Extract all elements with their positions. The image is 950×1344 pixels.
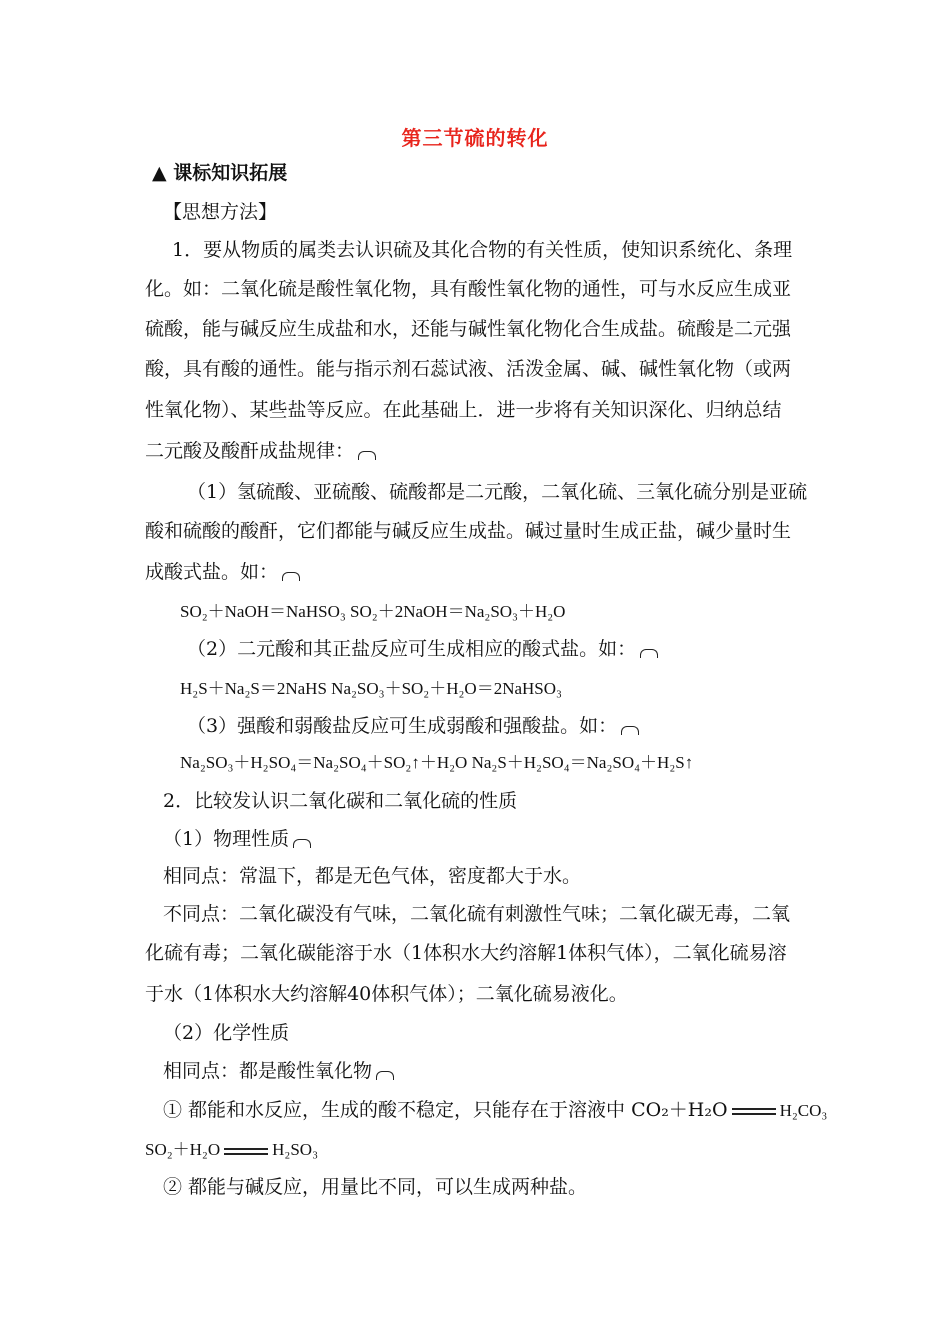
paragraph-line: 1．要从物质的属类去认识硫及其化合物的有关性质，使知识系统化、条理 <box>172 239 793 261</box>
paragraph-line: 性氧化物）、某些盐等反应。在此基础上．进一步将有关知识深化、归纳总结 <box>145 399 782 421</box>
paragraph-line: 不同点：二氧化碳没有气味，二氧化硫有刺激性气味；二氧化碳无毒，二氧 <box>163 903 791 925</box>
paragraph-line: 硫酸，能与碱反应生成盐和水，还能与碱性氧化物化合生成盐。硫酸是二元强 <box>145 318 792 340</box>
paragraph-line <box>163 826 808 852</box>
paragraph-line <box>163 1097 828 1124</box>
paragraph-line <box>145 559 810 585</box>
paragraph-line <box>145 438 810 464</box>
line-text: ① 都能和水反应，生成的酸不稳定，只能存在于溶液中 CO₂＋H₂O <box>163 1099 728 1121</box>
paragraph-line: 相同点：常温下，都是无色气体，密度都大于水。 <box>163 865 582 887</box>
line-text: 相同点：都是酸性氧化物 <box>163 1060 373 1082</box>
line-text: （1）物理性质 <box>163 828 290 850</box>
paragraph-mark-icon <box>376 1071 394 1080</box>
line-text: （3）强酸和弱酸盐反应可生成弱酸和强酸盐。如： <box>187 715 618 737</box>
paragraph-line: 【思想方法】 <box>163 201 278 223</box>
page-title: 第三节硫的转化 <box>401 126 549 150</box>
line-text: SO₂＋H₂O <box>145 1140 221 1159</box>
line-text: 成酸式盐。如： <box>145 561 279 583</box>
paragraph-mark-icon <box>640 649 658 658</box>
reversible-arrow-icon <box>222 1144 270 1158</box>
paragraph-line: 于水（1体积水大约溶解40体积气体）；二氧化硫易液化。 <box>145 983 628 1005</box>
paragraph-mark-icon <box>282 572 300 581</box>
paragraph-line <box>187 636 812 662</box>
paragraph-line: ② 都能与碱反应，用量比不同，可以生成两种盐。 <box>163 1176 588 1198</box>
equation-line: Na₂SO₃＋H₂SO₄＝Na₂SO₄＋SO₂↑＋H₂O Na₂S＋H₂SO₄＝Na₂SO₄＋H₂S↑ <box>180 753 694 772</box>
line-text: （2）二元酸和其正盐反应可生成相应的酸式盐。如： <box>187 638 637 660</box>
line-text: 二元酸及酸酐成盐规律： <box>145 440 355 462</box>
paragraph-line: 酸，具有酸的通性。能与指示剂石蕊试液、活泼金属、碱、碱性氧化物（或两 <box>145 358 792 380</box>
paragraph-line <box>187 713 812 739</box>
paragraph-line: 化硫有毒；二氧化碳能溶于水（1体积水大约溶解1体积气体），二氧化硫易溶 <box>145 942 787 964</box>
paragraph-mark-icon <box>621 726 639 735</box>
reversible-arrow-icon <box>730 1104 778 1118</box>
paragraph-line: 化。如：二氧化硫是酸性氧化物，具有酸性氧化物的通性，可与水反应生成亚 <box>145 278 792 300</box>
line-text: H₂SO₃ <box>272 1140 319 1159</box>
equation-line <box>145 1137 810 1163</box>
paragraph-line: 酸和硫酸的酸酐，它们都能与碱反应生成盐。碱过量时生成正盐，碱少量时生 <box>145 520 792 542</box>
equation-line: SO₂＋NaOH＝NaHSO₃ SO₂＋2NaOH＝Na₂SO₃＋H₂O <box>180 602 566 621</box>
paragraph-line: （1）氢硫酸、亚硫酸、硫酸都是二元酸，二氧化硫、三氧化硫分别是亚硫 <box>187 481 808 503</box>
paragraph-mark-icon <box>358 451 376 460</box>
paragraph-line: 2．比较发认识二氧化碳和二氧化硫的性质 <box>163 790 518 812</box>
section-heading: ▲ 课标知识拓展 <box>152 162 288 184</box>
paragraph-line: （2）化学性质 <box>163 1022 290 1044</box>
line-text: H₂CO₃ <box>779 1101 828 1120</box>
paragraph-mark-icon <box>293 839 311 848</box>
paragraph-line <box>163 1058 808 1084</box>
equation-line: H₂S＋Na₂S＝2NaHS Na₂SO₃＋SO₂＋H₂O＝2NaHSO₃ <box>180 679 562 698</box>
